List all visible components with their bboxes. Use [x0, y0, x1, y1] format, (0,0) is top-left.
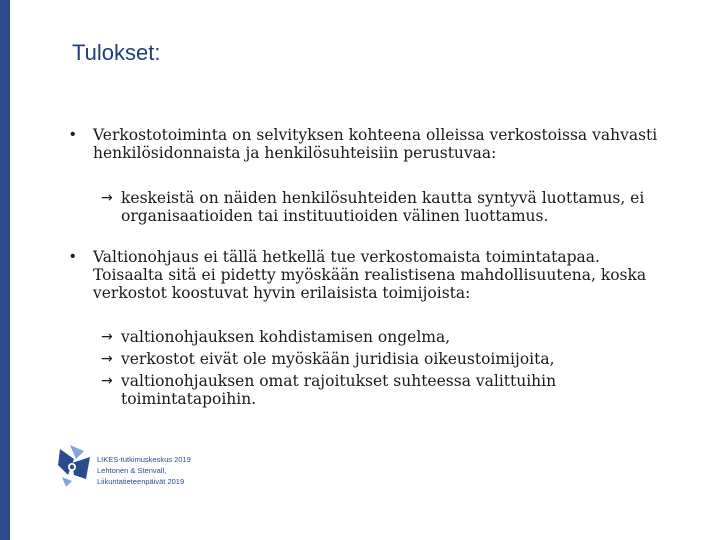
arrow-right-icon: → — [101, 351, 113, 367]
likes-logo-icon — [58, 445, 92, 487]
footer-credits — [97, 454, 191, 487]
arrow-text: valtionohjauksen omat rajoitukset suhteessa valittuihin toimintatapoihin. — [121, 372, 557, 408]
footer-line-event: Liikuntatieteenpäivät 2019 — [97, 477, 185, 486]
bullet-text: Valtionohjaus ei tällä hetkellä tue verkostomaista toimintatapaa. Toisaalta sitä ei pidetty myöskään realistisena mahdollisuutena, koska verkostot koostuvat hyvin erilaisista toimijoista: — [93, 248, 647, 302]
bullet-icon: • — [70, 126, 76, 143]
bullet-item-2 — [70, 248, 670, 302]
bullet-text: Verkostotoiminta on selvityksen kohteena olleissa verkostoissa vahvasti henkilösidonnaista ja henkilösuhteisiin perustuvaa: — [93, 126, 658, 162]
arrow-right-icon: → — [101, 329, 113, 345]
arrow-right-icon: → — [101, 373, 113, 389]
arrow-right-icon: → — [101, 190, 113, 206]
slide-title: Tulokset: — [72, 40, 161, 65]
bullet-item-1 — [70, 126, 670, 162]
arrow-item-3 — [101, 350, 681, 368]
arrow-item-4 — [101, 372, 561, 408]
arrow-text: valtionohjauksen kohdistamisen ongelma, — [121, 328, 451, 346]
left-accent-bar — [0, 0, 10, 540]
arrow-text: keskeistä on näiden henkilösuhteiden kautta syntyvä luottamus, ei organisaatioiden tai instituutioiden välinen luottamus. — [121, 189, 645, 225]
arrow-text: verkostot eivät ole myöskään juridisia oikeustoimijoita, — [121, 350, 555, 368]
footer-line-authors: Lehtonen & Stenvall, — [97, 466, 167, 475]
footer-line-organization: LIKES-tutkimuskeskus 2019 — [97, 455, 191, 464]
arrow-item-2 — [101, 328, 681, 346]
arrow-item-1 — [101, 189, 681, 225]
bullet-icon: • — [70, 248, 76, 265]
